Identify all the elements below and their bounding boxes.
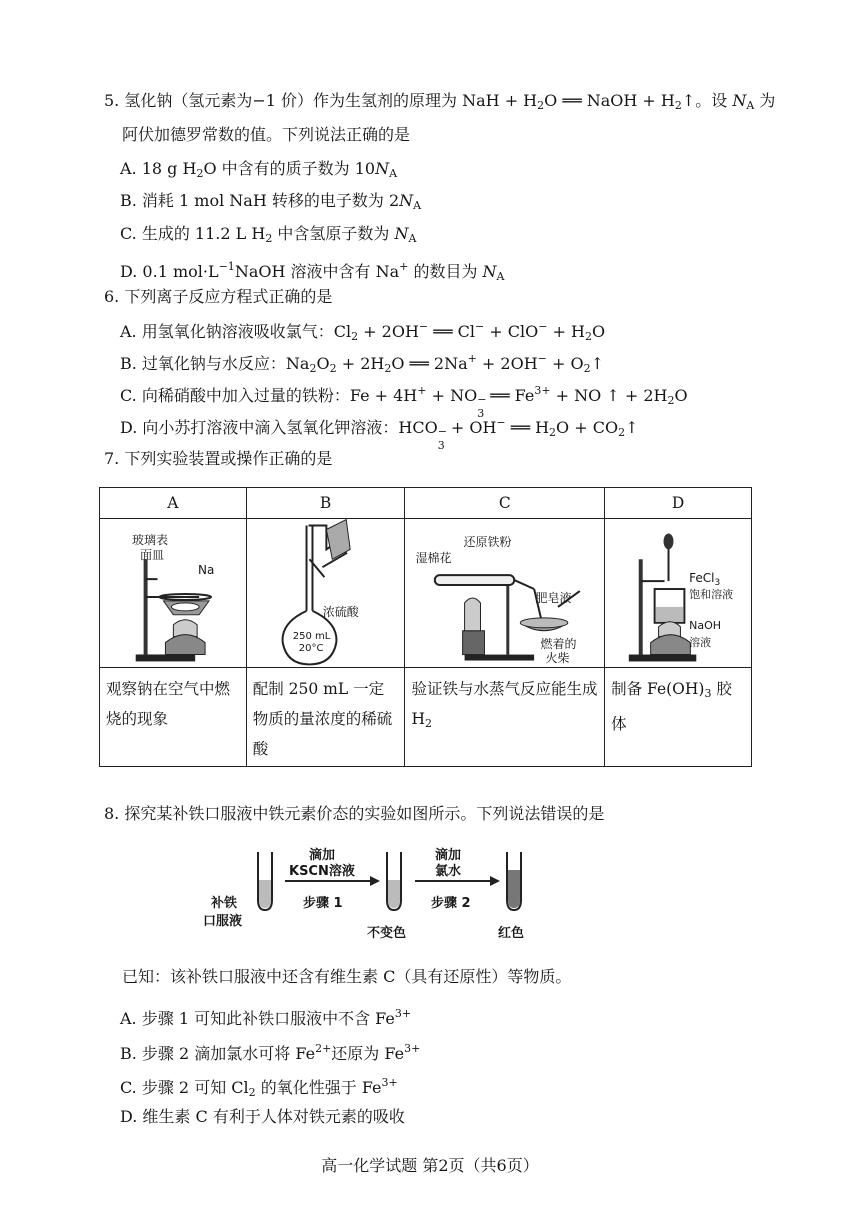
- end-label: 红色: [498, 926, 525, 941]
- label-saturated-solution: 饱和溶液: [689, 588, 734, 601]
- q8-option-b: B. 步骤 2 滴加氯水可将 $Fe^{2+}$还原为 $Fe^{3+}$: [120, 1042, 421, 1063]
- volumetric-flask-icon: [247, 519, 405, 667]
- page-footer: 高一化学试题 第2页（共6页）: [321, 1156, 539, 1175]
- label-naoh: NaOH: [689, 619, 722, 632]
- q6-option-a: A. 用氢氧化钠溶液吸收氯气：$Cl_2 + 2OH^-$ ══ $Cl^- + ClO^- + H_2O$: [120, 320, 606, 343]
- q6-option-b: B. 过氧化钠与水反应：$Na_2O_2 + 2H_2O$ ══ $2Na^+ + 2OH^- + O_2↑$: [120, 352, 604, 375]
- q8-option-a: A. 步骤 1 可知此补铁口服液中不含 $Fe^{3+}$: [120, 1007, 412, 1028]
- label-naoh-solution: 溶液: [689, 636, 712, 649]
- table-header-row: [100, 488, 752, 519]
- apparatus-d: [605, 519, 752, 668]
- header-c: C: [405, 488, 605, 519]
- label-soap-solution: 肥皂液: [535, 591, 572, 605]
- q8-flow-diagram: [195, 840, 545, 950]
- label-reduced-iron: 还原铁粉: [463, 535, 512, 549]
- mid-label: 不变色: [367, 926, 407, 941]
- q8-known: 已知：该补铁口服液中还含有维生素 C（具有还原性）等物质。: [122, 967, 572, 986]
- start-label-line1: 补铁: [211, 896, 238, 911]
- sodium-combustion-apparatus-icon: [100, 519, 246, 667]
- test-tube-1-icon: [258, 852, 272, 910]
- reagent1-line2: KSCN溶液: [289, 864, 355, 879]
- description-c: 验证铁与水蒸气反应能生成 $H_2$: [405, 668, 605, 767]
- q8-option-c: C. 步骤 2 可知 $Cl_2$ 的氧化性强于 $Fe^{3+}$: [120, 1076, 398, 1099]
- q5-option-b: B. 消耗 1 mol NaH 转移的电子数为 $2N_A$: [120, 191, 422, 212]
- apparatus-c: [405, 519, 605, 668]
- reagent2-line2: 氯水: [435, 864, 462, 879]
- label-dish: 面皿: [140, 548, 165, 562]
- q8-stem: 8. 探究某补铁口服液中铁元素价态的实验如图所示。下列说法错误的是: [104, 804, 605, 823]
- q6-stem: 6. 下列离子反应方程式正确的是: [104, 287, 333, 306]
- label-flask-temp: 20°C: [298, 643, 324, 654]
- label-wet-cotton: 湿棉花: [415, 551, 452, 565]
- q8-option-d: D. 维生素 C 有利于人体对铁元素的吸收: [120, 1107, 405, 1126]
- q5-stem-line1: 5. 氢化钠（氢元素为−1 价）作为生氢剂的原理为 NaH + $H_2O$ ══ NaOH + $H_2↑$。设 $N_A$ 为: [104, 91, 776, 112]
- description-d: 制备 $Fe(OH)_3$ 胶体: [605, 668, 752, 767]
- reagent1-line1: 滴加: [309, 848, 336, 863]
- label-watch-glass: 玻璃表: [132, 533, 169, 547]
- apparatus-a: [100, 519, 247, 668]
- q6-option-c: C. 向稀硝酸中加入过量的铁粉：Fe + 4H+ + NO − 3 ══ $Fe^{3+}$ + NO ↑ + $2H_2O$: [120, 384, 688, 420]
- q5-stem-line2: 阿伏加德罗常数的值。下列说法正确的是: [122, 125, 411, 144]
- label-fecl3: FeCl$_3$: [689, 571, 721, 588]
- header-b: B: [246, 488, 405, 519]
- table-description-row: [100, 668, 752, 767]
- header-a: A: [100, 488, 247, 519]
- description-b: 配制 250 mL 一定物质的量浓度的稀硫酸: [246, 668, 405, 767]
- q5-option-a: A. 18 g $H_2O$ 中含有的质子数为 $10N_A$: [120, 159, 398, 180]
- q6-option-d: D. 向小苏打溶液中滴入氢氧化钾溶液：HCO − 3 + OH− ══ $H_2O$ + $CO_2↑$: [120, 416, 639, 452]
- step2-label: 步骤 2: [431, 896, 471, 911]
- reagent2-line1: 滴加: [435, 848, 462, 863]
- label-na: Na: [198, 563, 215, 577]
- test-tube-2-icon: [387, 852, 401, 910]
- step1-label: 步骤 1: [303, 896, 343, 911]
- table-image-row: [100, 519, 752, 668]
- label-flask-volume: 250 mL: [292, 631, 331, 642]
- label-burning-match-1: 燃着的: [540, 637, 577, 651]
- start-label-line2: 口服液: [203, 914, 243, 929]
- test-tube-3-icon: [507, 852, 521, 910]
- q5-option-d: D. 0.1 $mol\cdot L^{-1}NaOH$ 溶液中含有 Na+ 的数目为 $N_A$: [120, 260, 505, 283]
- header-d: D: [605, 488, 752, 519]
- label-burning-match-2: 火柴: [545, 651, 570, 665]
- q5-option-c: C. 生成的 11.2 L $H_2$ 中含氢原子数为 $N_A$: [120, 224, 417, 245]
- q7-stem: 7. 下列实验装置或操作正确的是: [104, 449, 333, 468]
- description-a: 观察钠在空气中燃烧的现象: [100, 668, 247, 767]
- apparatus-b: [246, 519, 405, 668]
- q7-experiment-table: [99, 487, 752, 767]
- label-conc-acid: 浓硫酸: [322, 605, 359, 619]
